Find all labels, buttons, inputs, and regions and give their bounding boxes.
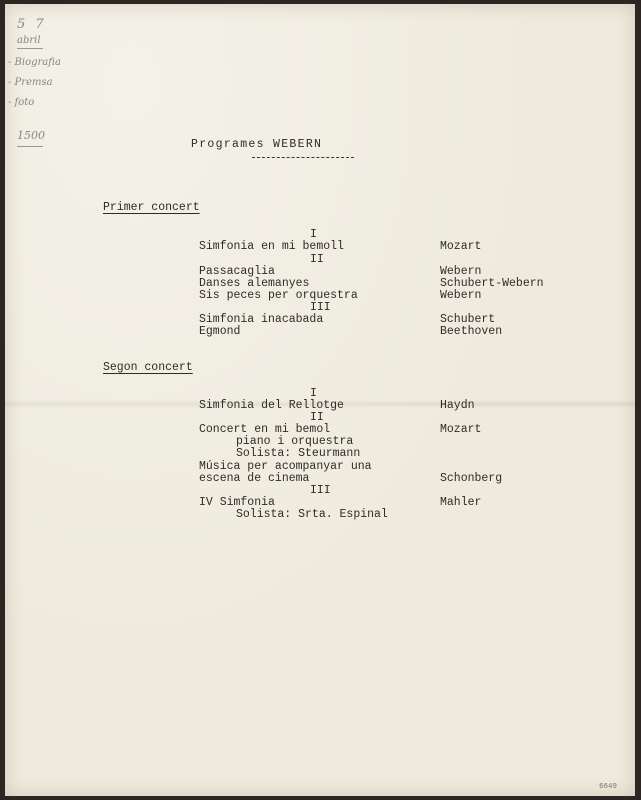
work-title: Danses alemanyes xyxy=(199,277,310,290)
work-title: Simfonia inacabada xyxy=(199,313,324,326)
work-detail: piano i orquestra xyxy=(236,435,354,448)
part-number: III xyxy=(310,484,331,497)
composer-name: Schubert-Webern xyxy=(440,277,544,290)
concert-heading: Primer concert xyxy=(103,201,200,214)
part-number: I xyxy=(310,387,317,400)
work-title: Simfonia en mi bemoll xyxy=(199,240,344,253)
work-title: Concert en mi bemol xyxy=(199,423,331,436)
composer-name: Haydn xyxy=(440,399,475,412)
margin-note-line: - Premsa xyxy=(8,77,53,88)
work-title: Passacaglia xyxy=(199,265,275,278)
work-title: Sis peces per orquestra xyxy=(199,289,358,302)
margin-note-number: 5 7 xyxy=(17,17,47,32)
composer-name: Webern xyxy=(440,265,482,278)
soloist-note: Solista: Srta. Espinal xyxy=(236,508,388,521)
composer-name: Webern xyxy=(440,289,482,302)
composer-name: Mozart xyxy=(440,240,482,253)
margin-note-line: - Biografia xyxy=(8,57,61,68)
archive-stamp: 6649 xyxy=(599,782,617,790)
composer-name: Schubert xyxy=(440,313,496,326)
work-title: Música per acompanyar una xyxy=(199,460,372,473)
concert-heading: Segon concert xyxy=(103,361,193,374)
work-title: IV Simfonia xyxy=(199,496,275,509)
part-number: II xyxy=(310,411,324,424)
work-title: escena de cinema xyxy=(199,472,310,485)
margin-note-line: abril xyxy=(17,35,41,46)
work-title: Egmond xyxy=(199,325,241,338)
composer-name: Mozart xyxy=(440,423,482,436)
margin-note-line: 1500 xyxy=(17,129,45,142)
work-title: Simfonia del Rellotge xyxy=(199,399,344,412)
margin-note-stroke xyxy=(17,146,43,147)
composer-name: Beethoven xyxy=(440,325,503,338)
composer-name: Schonberg xyxy=(440,472,503,485)
document-sheet xyxy=(5,4,635,796)
title-underline xyxy=(252,157,354,158)
margin-note-line: - foto xyxy=(8,97,35,108)
part-number: I xyxy=(310,228,317,241)
soloist-note: Solista: Steurmann xyxy=(236,447,361,460)
part-number: II xyxy=(310,253,324,266)
margin-note-stroke xyxy=(17,48,43,49)
page-title: Programes WEBERN xyxy=(191,138,323,151)
part-number: III xyxy=(310,301,331,314)
composer-name: Mahler xyxy=(440,496,482,509)
